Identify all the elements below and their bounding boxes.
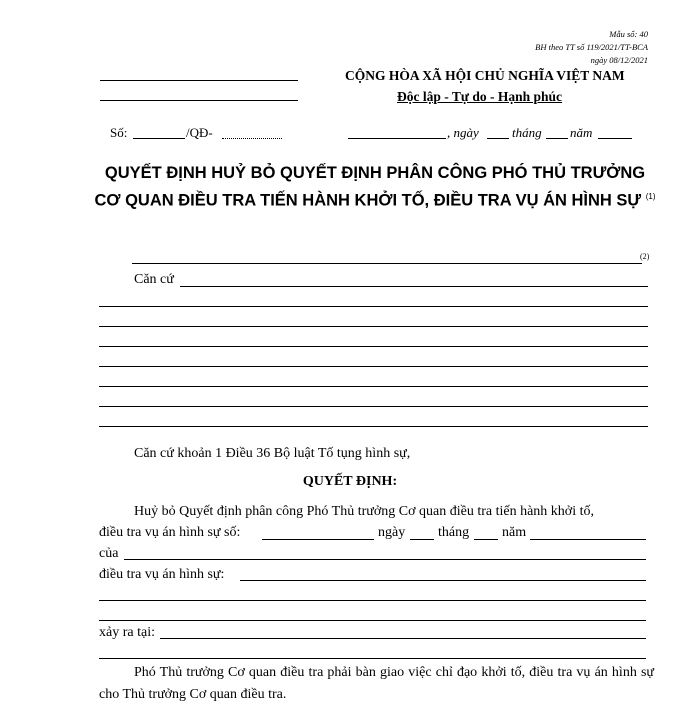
basis-field-8[interactable]	[99, 426, 648, 427]
date-year-field[interactable]	[598, 138, 632, 139]
date-day-label: , ngày	[447, 125, 479, 140]
case-year-label: năm	[502, 525, 527, 540]
location-field-2[interactable]	[99, 658, 646, 659]
issuer-footnote-marker: (2)	[640, 252, 650, 261]
form-number: Mẫu số: 40	[609, 29, 648, 39]
case-day-label: ngày	[378, 525, 406, 540]
case-name-field-1[interactable]	[240, 580, 646, 581]
case-name-label: điều tra vụ án hình sự:	[99, 567, 225, 582]
decision-code-label: /QĐ-	[186, 125, 213, 140]
case-number-label: điều tra vụ án hình sự số:	[99, 525, 241, 540]
basis-field-1[interactable]	[180, 286, 648, 287]
case-year-field[interactable]	[530, 539, 646, 540]
basis-field-7[interactable]	[99, 406, 648, 407]
basis-field-5[interactable]	[99, 366, 648, 367]
location-label: xảy ra tại:	[99, 625, 155, 640]
document-number-label: Số:	[110, 125, 128, 140]
basis-field-4[interactable]	[99, 346, 648, 347]
handover-paragraph	[99, 662, 654, 706]
date-day-field[interactable]	[487, 138, 509, 139]
document-title-text: QUYẾT ĐỊNH HUỶ BỎ QUYẾT ĐỊNH PHÂN CÔNG PHÓ THỦ TRƯỞNG CƠ QUAN ĐIỀU TRA TIẾN HÀNH KHỞI TỐ, ĐIỀU TRA VỤ ÁN HÌNH SỰ	[94, 164, 646, 210]
national-motto: Độc lập - Tự do - Hạnh phúc	[397, 89, 563, 104]
date-month-field[interactable]	[546, 138, 568, 139]
basis-field-3[interactable]	[99, 326, 648, 327]
handover-text: Phó Thủ trưởng Cơ quan điều tra phải bàn giao việc chỉ đạo khởi tố, điều tra vụ án hình sự cho Thủ trưởng Cơ quan điều tra.	[99, 665, 654, 702]
place-field[interactable]	[348, 138, 446, 139]
document-number-field[interactable]	[133, 138, 185, 139]
form-issued-by: BH theo TT số 119/2021/TT-BCA	[535, 42, 648, 52]
case-month-field[interactable]	[474, 539, 498, 540]
agency-line-2	[100, 100, 298, 101]
document-title	[90, 162, 660, 213]
basis-field-6[interactable]	[99, 386, 648, 387]
title-footnote-marker: (1)	[645, 192, 656, 201]
issuer-field[interactable]	[132, 263, 642, 264]
case-month-label: tháng	[438, 525, 470, 540]
revoke-text: Huỷ bỏ Quyết định phân công Phó Thủ trưởng Cơ quan điều tra tiến hành khởi tố,	[134, 504, 594, 519]
case-day-field[interactable]	[410, 539, 434, 540]
of-label: của	[99, 546, 119, 561]
form-number-note	[535, 28, 648, 67]
case-number-field[interactable]	[262, 539, 374, 540]
case-name-field-2[interactable]	[99, 600, 646, 601]
national-heading: CỘNG HÒA XÃ HỘI CHỦ NGHĨA VIỆT NAM	[345, 68, 625, 83]
form-issued-date: ngày 08/12/2021	[590, 55, 648, 65]
basis-field-2[interactable]	[99, 306, 648, 307]
of-field[interactable]	[124, 559, 646, 560]
decision-heading: QUYẾT ĐỊNH:	[302, 474, 398, 489]
location-field-1[interactable]	[160, 638, 646, 639]
basis-label: Căn cứ	[134, 272, 174, 287]
date-month-label: tháng	[512, 125, 542, 140]
case-name-field-3[interactable]	[99, 620, 646, 621]
agency-line-1	[100, 80, 298, 81]
date-year-label: năm	[570, 125, 593, 140]
decision-code-field[interactable]	[222, 138, 282, 139]
legal-basis-text: Căn cứ khoản 1 Điều 36 Bộ luật Tố tụng hình sự,	[134, 446, 411, 461]
